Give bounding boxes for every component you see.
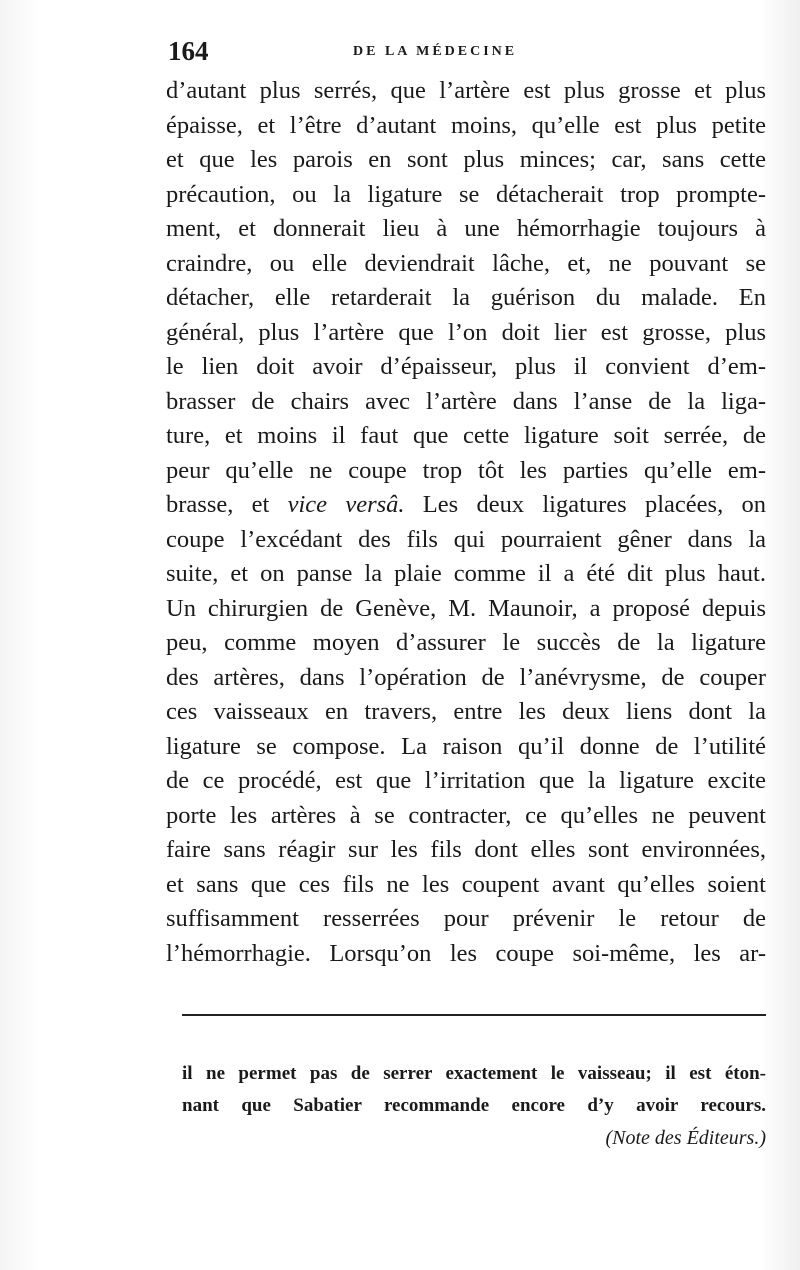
footnote-divider [182,1014,766,1016]
body-text [166,74,766,971]
text-line: ture, et moins il faut que cette ligature soit serrée, de [166,422,766,449]
text-line-mixed [166,488,766,523]
text-line: peur qu’elle ne coupe trop tôt les parties qu’elle em- [166,456,766,484]
text-line: l’hémorrhagie. Lorsqu’on les coupe soi-même, les ar- [166,939,766,967]
footnote-line: nant que Sabatier recommande encore d’y avoir recours. [182,1095,766,1116]
text-line: d’autant plus serrés, que l’artère est plus grosse et plus [166,77,766,104]
text-line: suite, et on panse la plaie comme il a été dit plus haut. [166,560,766,587]
page-number: 164 [168,36,209,66]
text-line: de ce procédé, est que l’irritation que la ligature excite [166,767,766,794]
page-header [168,36,768,76]
footnote-signature: (Note des Éditeurs.) [605,1127,766,1149]
footnote [182,1058,766,1154]
text-line: ment, et donnerait lieu à une hémorrhagie toujours à [166,215,766,242]
text-line: suffisamment resserrées pour prévenir le retour de [166,905,766,932]
text-line: et que les parois en sont plus minces; car, sans cette [166,146,766,173]
text-segment: brasse, et [166,491,288,518]
text-line: détacher, elle retarderait la guérison du malade. En [166,284,766,311]
text-line: coupe l’excédant des fils qui pourraient gêner dans la [166,525,766,553]
text-line: ligature se compose. La raison qu’il donne de l’utilité [166,732,766,760]
running-head: DE LA MÉDECINE [353,44,518,59]
text-line: précaution, ou la ligature se détacherait trop prompte- [166,180,766,208]
text-line: porte les artères à se contracter, ce qu’elles ne peuvent [166,801,766,829]
text-line: faire sans réagir sur les fils dont elles sont environnées, [166,836,766,863]
text-line: des artères, dans l’opération de l’anévrysme, de couper [166,663,766,691]
text-line: le lien doit avoir d’épaisseur, plus il convient d’em- [166,353,766,380]
italic-phrase: vice versâ. [287,491,405,518]
text-line: ces vaisseaux en travers, entre les deux liens dont la [166,698,766,725]
text-line: général, plus l’artère que l’on doit lier est grosse, plus [166,318,766,346]
footnote-line: il ne permet pas de serrer exactement le vaisseau; il est éton- [182,1063,766,1084]
text-segment: Les deux ligatures placées, on [404,491,766,518]
text-line: et sans que ces fils ne les coupent avant qu’elles soient [166,870,766,898]
text-line: épaisse, et l’être d’autant moins, qu’elle est plus petite [166,111,766,139]
text-line: brasser de chairs avec l’artère dans l’anse de la liga- [166,387,766,415]
text-line: peu, comme moyen d’assurer le succès de la ligature [166,629,766,656]
text-line: craindre, ou elle deviendrait lâche, et, ne pouvant se [166,249,766,277]
text-line: Un chirurgien de Genève, M. Maunoir, a proposé depuis [166,594,766,622]
